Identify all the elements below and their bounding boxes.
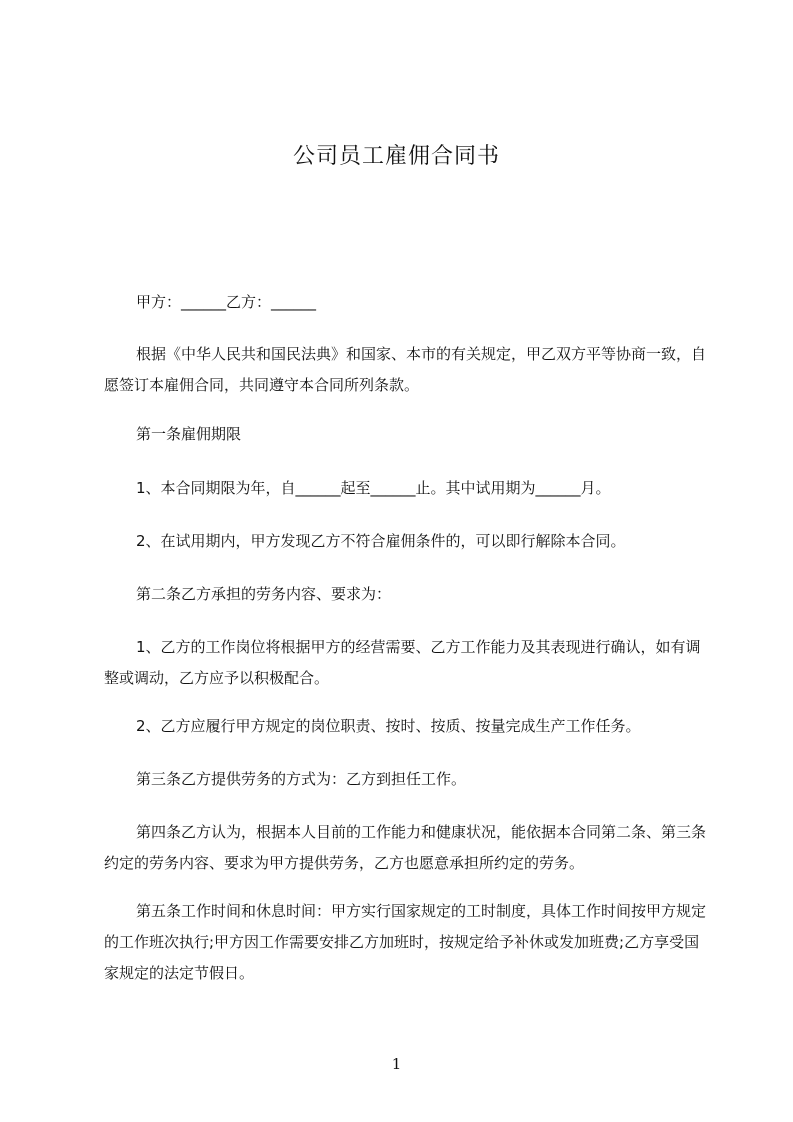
article-2-item-1: 1、乙方的工作岗位将根据甲方的经营需要、乙方工作能力及其表现进行确认，如有调整或调动，乙方应予以积极配合。 [104, 638, 701, 687]
article-2-heading: 第二条乙方承担的劳务内容、要求为： [136, 585, 392, 603]
document-title: 公司员工雇佣合同书 [292, 144, 500, 169]
article-5-paragraph: 第五条工作时间和休息时间：甲方实行国家规定的工时制度，具体工作时间按甲方规定的工作班次执行;甲方因工作需要安排乙方加班时，按规定给予补休或发加班费;乙方享受国家规定的法定节假日。 [104, 902, 707, 982]
page-number: 1 [391, 1055, 402, 1073]
article-1-item-2: 2、在试用期内，甲方发现乙方不符合雇佣条件的，可以即行解除本合同。 [136, 532, 626, 550]
article-1-item-1: 1、本合同期限为年，自______起至______止。其中试用期为______月。 [136, 479, 611, 497]
article-3-paragraph: 第三条乙方提供劳务的方式为：乙方到担任工作。 [136, 770, 467, 788]
article-1-heading: 第一条雇佣期限 [136, 425, 242, 443]
article-2-item-2: 2、乙方应履行甲方规定的岗位职责、按时、按质、按量完成生产工作任务。 [136, 717, 641, 735]
parties-line: 甲方：______乙方：______ [136, 293, 317, 311]
preamble-paragraph: 根据《中华人民共和国民法典》和国家、本市的有关规定，甲乙双方平等协商一致，自愿签订本雇佣合同，共同遵守本合同所列条款。 [104, 345, 707, 394]
article-4-paragraph: 第四条乙方认为，根据本人目前的工作能力和健康状况，能依据本合同第二条、第三条约定的劳务内容、要求为甲方提供劳务，乙方也愿意承担所约定的劳务。 [104, 823, 707, 872]
